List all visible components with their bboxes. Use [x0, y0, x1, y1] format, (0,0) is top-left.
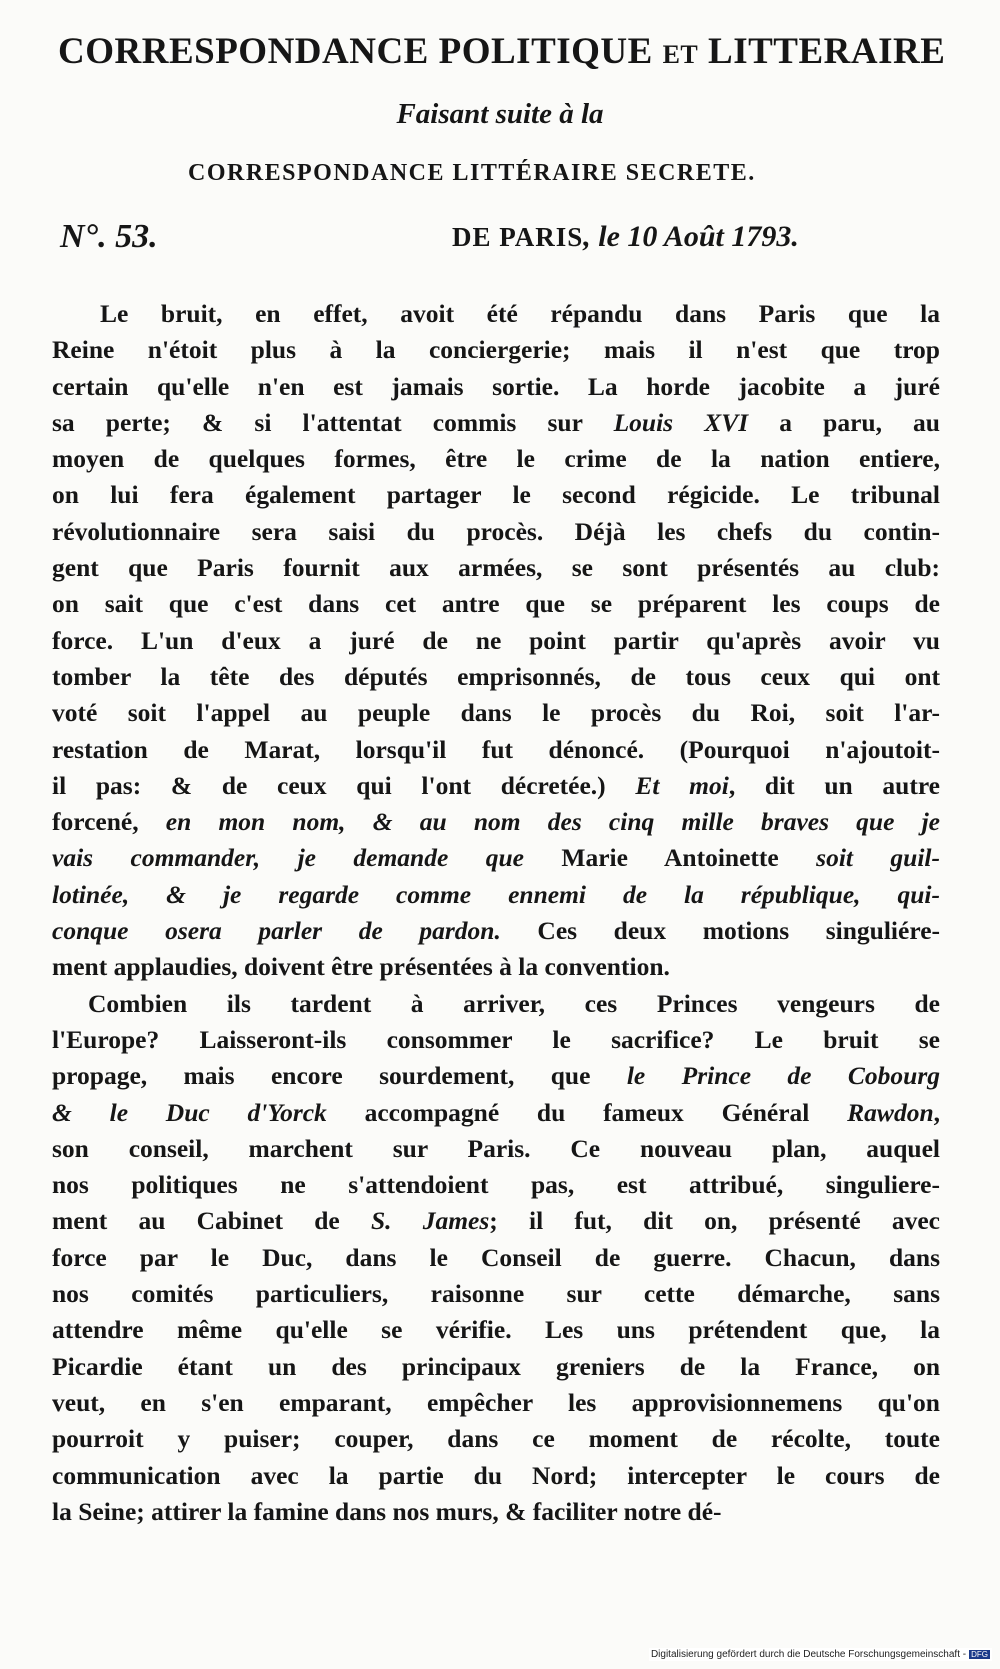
text-line: [52, 1022, 940, 1058]
text-line: [52, 913, 940, 949]
text-segment: accompagné du fameux Général: [326, 1097, 848, 1127]
text-line: [52, 623, 940, 659]
text-segment: voté soit l'appel au peuple dans le procès du Roi, soit l'ar-: [52, 698, 940, 728]
text-line: [52, 1458, 940, 1494]
text-segment: force. L'un d'eux a juré de ne point partir qu'après avoir vu: [52, 625, 940, 655]
text-line: [52, 840, 940, 876]
text-segment: attendre même qu'elle se vérifie. Les uns prétendent que, la: [52, 1315, 940, 1345]
text-segment: Picardie étant un des principaux greniers de la France, on: [52, 1351, 940, 1381]
text-line: [52, 586, 940, 622]
issue-number: N°. 53.: [60, 218, 158, 255]
text-line: [52, 332, 940, 368]
text-segment: ; il fut, dit on, présenté avec: [489, 1206, 940, 1236]
italic-segment: en mon nom, & au nom des cinq mille braves que je: [165, 807, 940, 837]
text-line: [52, 1421, 940, 1457]
text-line: [52, 695, 940, 731]
italic-segment: Rawdon: [847, 1097, 934, 1127]
italic-segment: lotinée, & je regarde comme ennemi de la république, qui-: [52, 879, 940, 909]
text-segment: Le bruit, en effet, avoit été répandu dans Paris que la: [100, 299, 940, 328]
text-line: [52, 405, 940, 441]
title-end: LITTERAIRE: [708, 31, 946, 72]
text-line: [52, 1095, 940, 1131]
text-line: [52, 1240, 940, 1276]
text-segment: on lui fera également partager le second régicide. Le tribunal: [52, 480, 940, 510]
subtitle: Faisant suite à la: [396, 98, 604, 130]
text-segment: Marie Antoinette: [523, 843, 817, 873]
text-line: [52, 1312, 940, 1348]
subheading: CORRESPONDANCE LITTÉRAIRE SECRETE.: [188, 160, 756, 186]
text-segment: on sait que c'est dans cet antre que se préparent les coups de: [52, 589, 940, 619]
text-line: [52, 514, 940, 550]
text-line: [52, 1349, 940, 1385]
text-segment: moyen de quelques formes, être le crime de la nation entiere,: [52, 444, 940, 474]
text-segment: il pas: & de ceux qui l'ont décretée.): [52, 770, 636, 800]
title-et: ET: [662, 40, 699, 69]
text-segment: l'Europe? Laisseront-ils consommer le sacrifice? Le bruit se: [52, 1024, 940, 1054]
text-line: [52, 986, 940, 1022]
text-line: [52, 768, 940, 804]
italic-segment: soit guil-: [816, 843, 941, 873]
title-main: CORRESPONDANCE POLITIQUE: [58, 31, 653, 72]
text-segment: propage, mais encore sourdement, que: [52, 1061, 627, 1091]
text-segment: Combien ils tardent à arriver, ces Princes vengeurs de: [88, 988, 940, 1018]
text-segment: certain qu'elle n'en est jamais sortie. La horde jacobite a juré: [52, 371, 940, 401]
italic-segment: Et moi: [635, 770, 729, 800]
text-segment: révolutionnaire sera saisi du procès. Déjà les chefs du contin-: [52, 516, 940, 546]
text-line: [52, 550, 940, 586]
italic-segment: Louis XVI: [613, 407, 749, 437]
text-line: [52, 296, 940, 332]
text-segment: Ces deux motions singuliére-: [500, 916, 941, 946]
dfg-logo: DFG: [971, 1649, 988, 1659]
text-line: [52, 369, 940, 405]
place-date: [452, 220, 799, 254]
text-line: [52, 1385, 940, 1421]
credit-text: Digitalisierung gefördert durch die Deutsche Forschungsgemeinschaft -: [650, 1649, 967, 1660]
text-segment: Reine n'étoit plus à la conciergerie; mais il n'est que trop: [52, 335, 940, 365]
italic-segment: S. James: [370, 1206, 490, 1236]
text-segment: a paru, au: [748, 407, 940, 437]
text-line: [52, 1167, 940, 1203]
text-segment: communication avec la partie du Nord; intercepter le cours de: [52, 1460, 940, 1490]
place-prefix: DE PARIS: [452, 222, 584, 252]
text-segment: ment applaudies, doivent être présentées à la convention.: [52, 952, 670, 982]
text-segment: forcené,: [52, 807, 166, 837]
text-segment: gent que Paris fournit aux armées, se sont présentés au club:: [52, 553, 940, 583]
dateline: [60, 218, 920, 256]
date-text: , le 10 Août 1793.: [583, 220, 799, 253]
text-segment: veut, en s'en emparant, empêcher les approvisionnemens qu'on: [52, 1387, 940, 1417]
text-segment: tomber la tête des députés emprisonnés, de tous ceux qui ont: [52, 661, 940, 691]
text-line: [52, 804, 940, 840]
text-line: [52, 1276, 940, 1312]
text-line: [52, 877, 940, 913]
text-line: [52, 1203, 940, 1239]
text-segment: ,: [933, 1097, 940, 1127]
italic-segment: & le Duc d'Yorck: [52, 1097, 327, 1127]
italic-segment: vais commander, je demande que: [52, 843, 524, 873]
text-segment: , dit un autre: [728, 770, 940, 800]
text-segment: force par le Duc, dans le Conseil de guerre. Chacun, dans: [52, 1242, 940, 1272]
text-segment: la Seine; attirer la famine dans nos murs, & faciliter notre dé-: [52, 1496, 722, 1526]
text-line: [52, 477, 940, 513]
text-line: [52, 732, 940, 768]
text-segment: restation de Marat, lorsqu'il fut dénoncé. (Pourquoi n'ajoutoit-: [52, 734, 940, 764]
text-line: [52, 441, 940, 477]
text-segment: ment au Cabinet de: [52, 1206, 371, 1236]
digitization-credit: [649, 1648, 992, 1661]
text-segment: sa perte; & si l'attentat commis sur: [52, 407, 614, 437]
text-segment: nos politiques ne s'attendoient pas, est attribué, singuliere-: [52, 1170, 940, 1200]
article-body: [52, 296, 940, 1530]
text-line: [52, 1131, 940, 1167]
text-line: [52, 1494, 940, 1530]
text-segment: pourroit y puiser; couper, dans ce moment de récolte, toute: [52, 1424, 940, 1454]
italic-segment: le Prince de Cobourg: [626, 1061, 940, 1091]
text-segment: son conseil, marchent sur Paris. Ce nouveau plan, auquel: [52, 1133, 940, 1163]
text-segment: nos comités particuliers, raisonne sur cette démarche, sans: [52, 1279, 940, 1309]
text-line: [52, 949, 940, 985]
text-line: [52, 659, 940, 695]
italic-segment: conque osera parler de pardon.: [52, 916, 501, 946]
journal-title: [58, 30, 958, 73]
text-line: [52, 1058, 940, 1094]
